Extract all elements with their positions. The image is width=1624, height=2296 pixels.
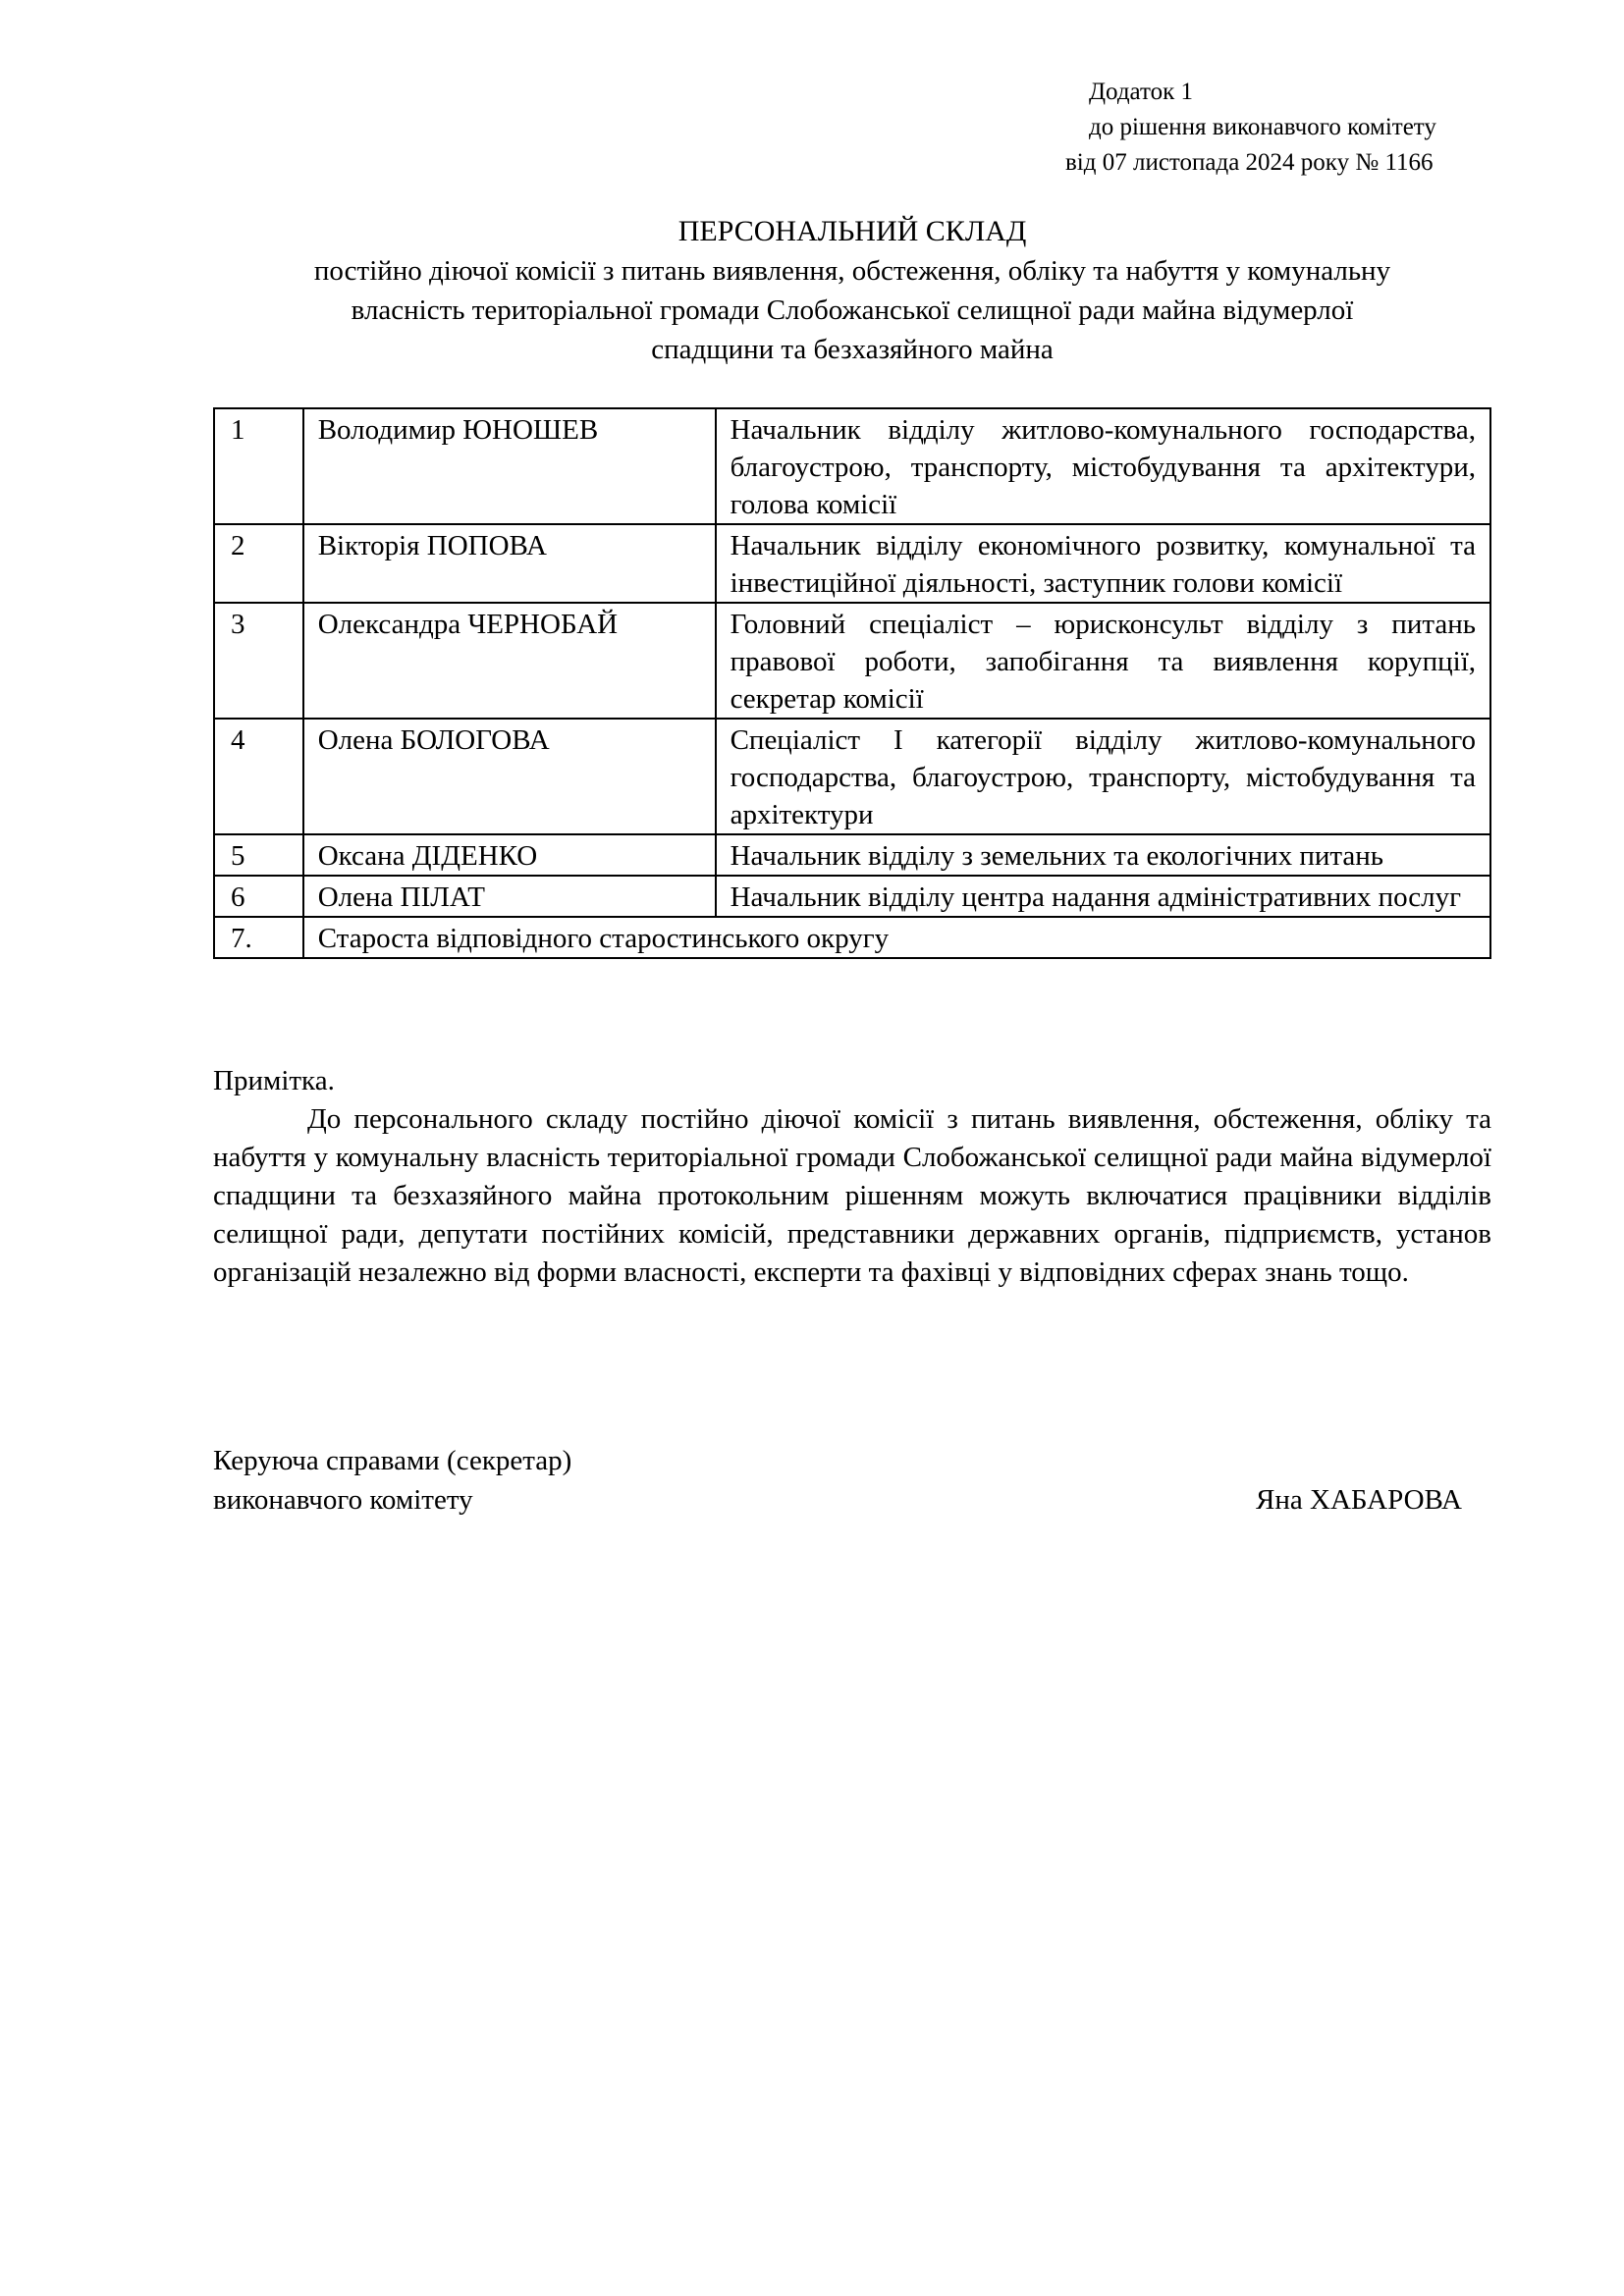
table-row [214,408,1490,524]
annex-number: Додаток 1 [1089,79,1193,105]
member-number: 2 [214,524,303,603]
members-table [213,407,1491,959]
document-subtitle-line-2: власність територіальної громади Слобожанської селищної ради майна відумерлої [351,294,1354,326]
table-row-elder [214,917,1490,958]
member-position: Спеціаліст І категорії відділу житлово-комунального господарства, благоустрою, транспорту, містобудування та архітектури [716,719,1490,834]
member-number: 3 [214,603,303,719]
signatory-name: Яна ХАБАРОВА [1256,1484,1462,1516]
member-number: 1 [214,408,303,524]
table-row [214,834,1490,876]
member-name: Вікторія ПОПОВА [303,524,716,603]
elder-description: Староста відповідного старостинського округу [303,917,1490,958]
member-name: Олександра ЧЕРНОБАЙ [303,603,716,719]
table-row [214,524,1490,603]
signature-block [213,1441,1491,1520]
table-row [214,876,1490,917]
document-subtitle-line-1: постійно діючої комісії з питань виявлення, обстеження, обліку та набуття у комунальну [313,255,1391,287]
member-position: Головний спеціаліст – юрисконсульт відділу з питань правової роботи, запобігання та виявлення корупції, секретар комісії [716,603,1490,719]
member-number: 4 [214,719,303,834]
member-number: 5 [214,834,303,876]
member-number: 6 [214,876,303,917]
member-position: Начальник відділу з земельних та екологічних питань [716,834,1490,876]
table-row [214,719,1490,834]
signatory-role-line-1: Керуюча справами (секретар) [213,1445,572,1476]
annex-header [1065,75,1517,181]
member-name: Оксана ДІДЕНКО [303,834,716,876]
member-name: Олена ПІЛАТ [303,876,716,917]
document-subtitle-line-3: спадщини та безхазяйного майна [651,334,1054,365]
member-name: Олена БОЛОГОВА [303,719,716,834]
document-title: ПЕРСОНАЛЬНИЙ СКЛАД [677,215,1027,247]
member-position: Начальник відділу центра надання адміністративних послуг [716,876,1490,917]
note-title: Примітка. [213,1065,335,1096]
note-section [213,1062,1491,1292]
title-block [213,212,1491,369]
annex-decision-date: від 07 листопада 2024 року № 1166 [1065,149,1434,176]
note-body: До персонального складу постійно діючої комісії з питань виявлення, обстеження, обліку та набуття у комунальну власність територіальної громади Слобожанської селищної ради майна відумерлої спадщини та безхазяйного майна протокольним рішенням можуть включатися працівники відділів селищної ради, депутати постійних комісій, представники державних органів, підприємств, установ організацій незалежно від форми власності, експерти та фахівці у відповідних сферах знань тощо. [213,1103,1491,1288]
member-position: Начальник відділу економічного розвитку, комунальної та інвестиційної діяльності, заступник голови комісії [716,524,1490,603]
signatory-role-line-2: виконавчого комітету [213,1484,473,1516]
member-number: 7. [214,917,303,958]
member-position: Начальник відділу житлово-комунального господарства, благоустрою, транспорту, містобудування та архітектури, голова комісії [716,408,1490,524]
table-row [214,603,1490,719]
annex-decision-ref: до рішення виконавчого комітету [1089,114,1436,140]
member-name: Володимир ЮНОШЕВ [303,408,716,524]
